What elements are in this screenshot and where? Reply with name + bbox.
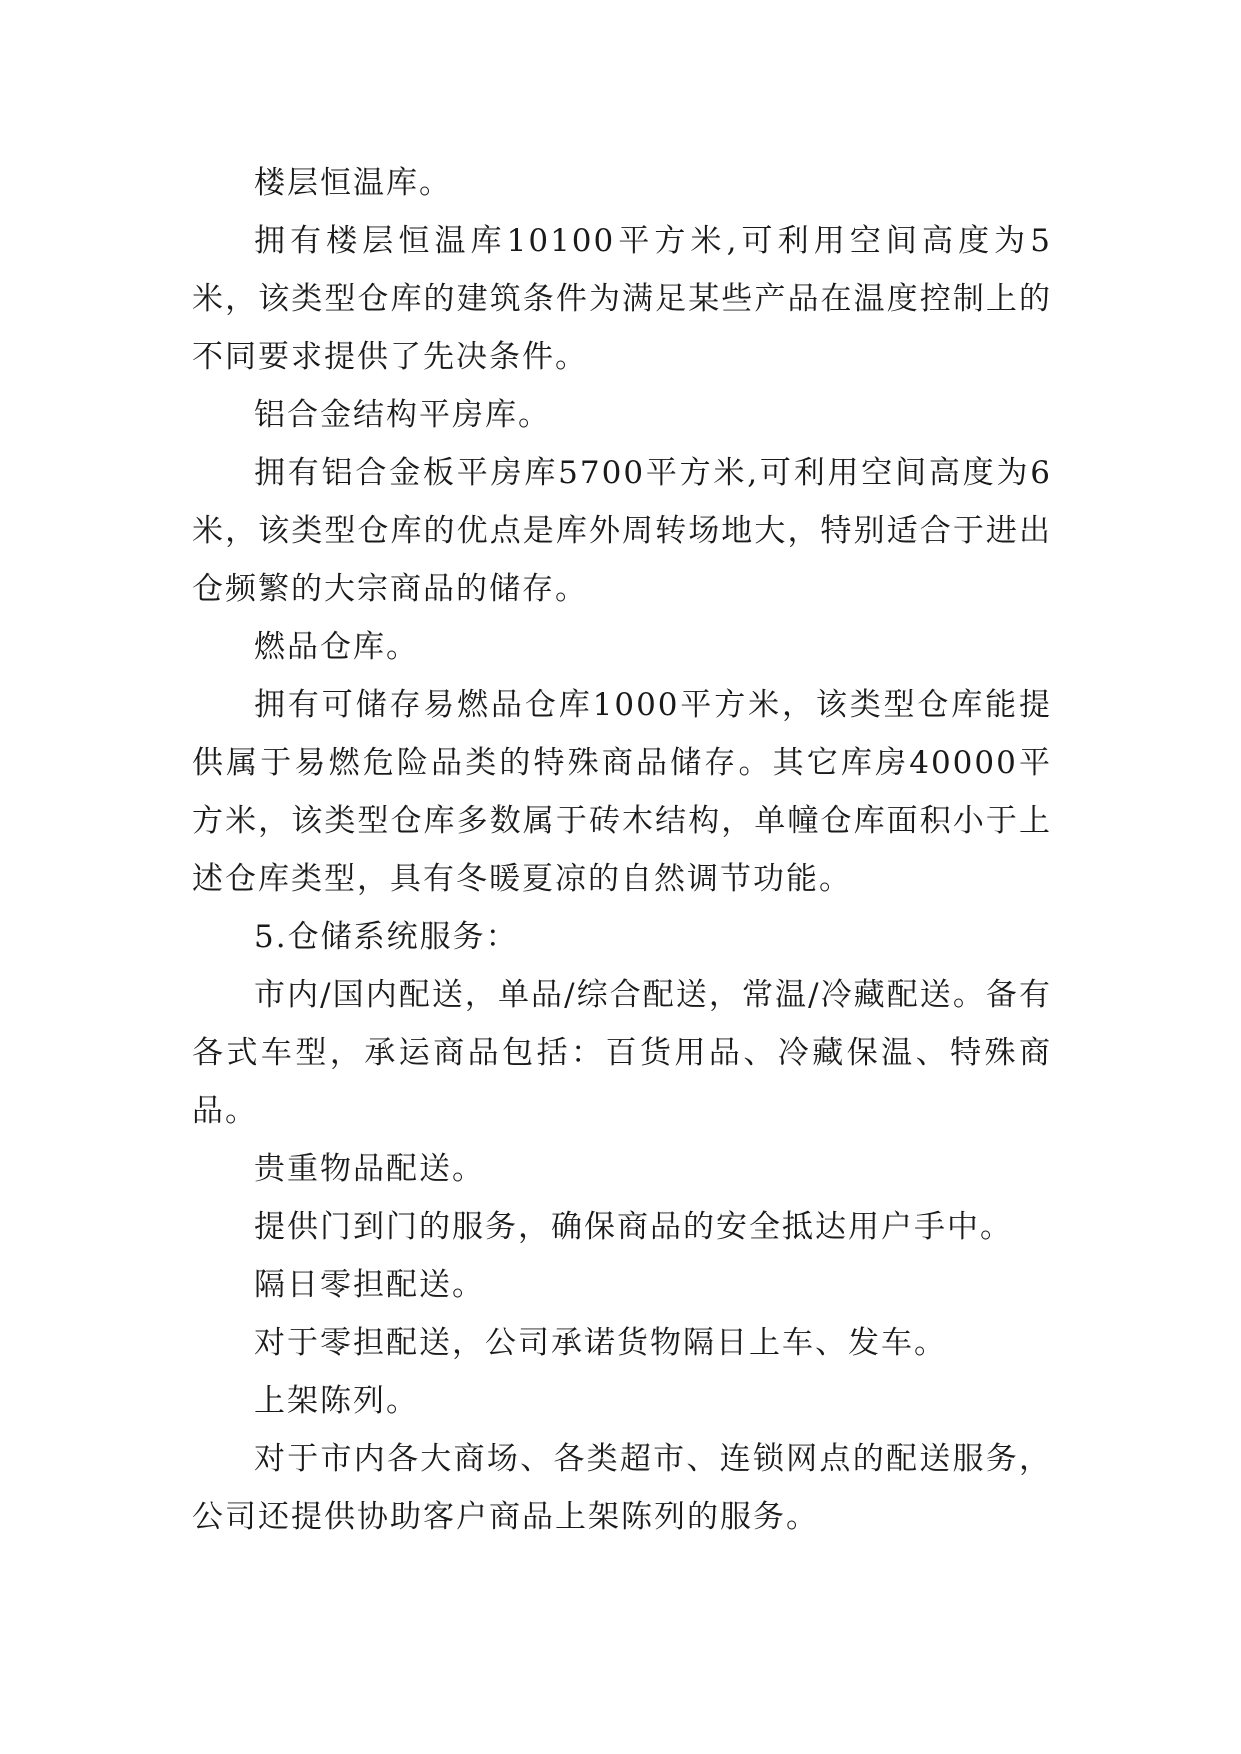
- paragraph-heading-flammable-storage: 燃品仓库。: [254, 629, 419, 665]
- paragraph-valuables-delivery-details: 提供门到门的服务，确保商品的安全抵达用户手中。: [254, 1209, 1013, 1245]
- paragraph-section-warehouse-services: 5.仓储系统服务：: [254, 919, 519, 955]
- paragraph-flammable-storage-details: 拥有可储存易燃品仓库1000平方米，该类型仓库能提供属于易燃危险品类的特殊商品储存。其它库房40000平方米，该类型仓库多数属于砖木结构，单幢仓库面积小于上述仓库类型，具有冬暖夏凉的自然调节功能。: [192, 687, 1052, 897]
- document-body: [192, 154, 1052, 1546]
- paragraph-distribution-details: 市内/国内配送，单品/综合配送，常温/冷藏配送。备有各式车型，承运商品包括：百货用品、冷藏保温、特殊商品。: [192, 977, 1052, 1129]
- paragraph-floor-storage-details: 拥有楼层恒温库10100平方米,可利用空间高度为5米，该类型仓库的建筑条件为满足某些产品在温度控制上的不同要求提供了先决条件。: [192, 223, 1052, 375]
- paragraph-heading-floor-storage: 楼层恒温库。: [254, 165, 452, 201]
- paragraph-heading-aluminum-storage: 铝合金结构平房库。: [254, 397, 551, 433]
- paragraph-next-day-delivery-details: 对于零担配送，公司承诺货物隔日上车、发车。: [254, 1325, 947, 1361]
- paragraph-shelf-display-details: 对于市内各大商场、各类超市、连锁网点的配送服务，公司还提供协助客户商品上架陈列的服务。: [192, 1441, 1052, 1535]
- paragraph-heading-valuables-delivery: 贵重物品配送。: [254, 1151, 485, 1187]
- paragraph-heading-next-day-delivery: 隔日零担配送。: [254, 1267, 485, 1303]
- paragraph-aluminum-storage-details: 拥有铝合金板平房库5700平方米,可利用空间高度为6米，该类型仓库的优点是库外周转场地大，特别适合于进出仓频繁的大宗商品的储存。: [192, 455, 1052, 607]
- paragraph-heading-shelf-display: 上架陈列。: [254, 1383, 419, 1419]
